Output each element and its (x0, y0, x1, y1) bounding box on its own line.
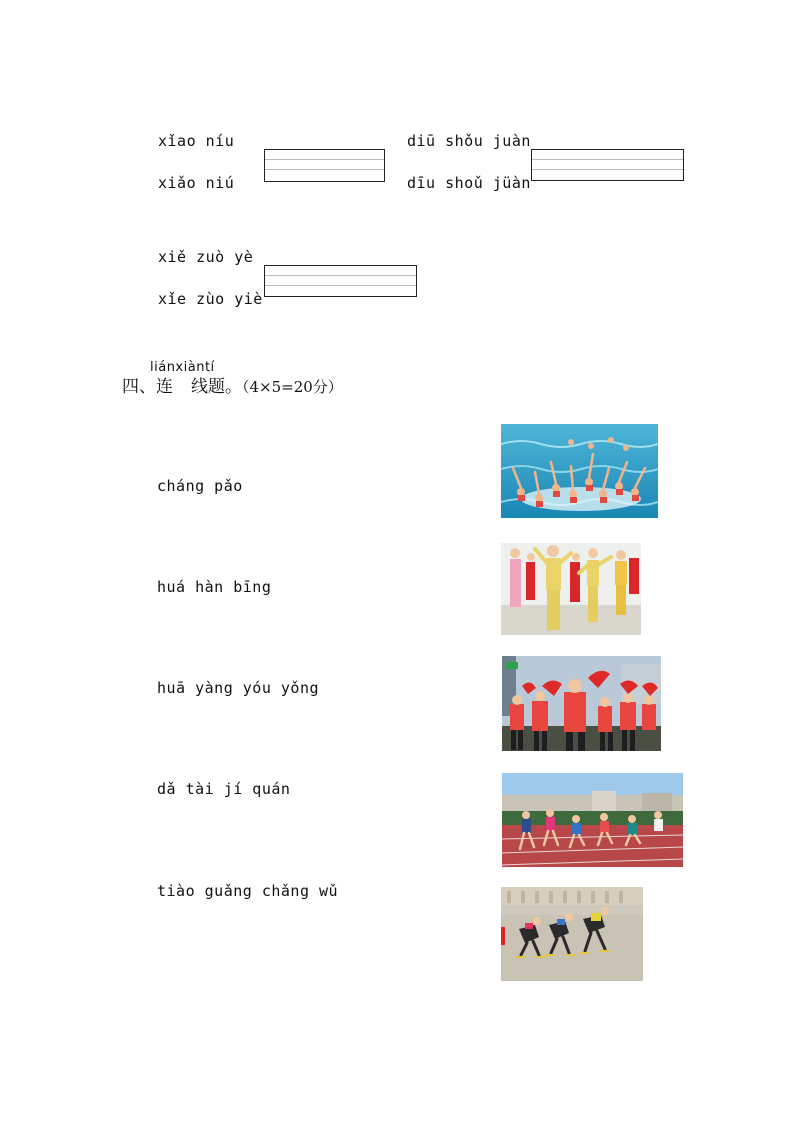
pinyin-option: xiǎo niú (158, 174, 235, 192)
pinyin-option: dīu shoǔ jüàn (407, 174, 531, 192)
square-dance-photo[interactable] (502, 656, 661, 751)
heading-char: 线 (191, 377, 208, 397)
answer-box[interactable] (531, 149, 684, 181)
synchronized-swimming-photo[interactable] (501, 424, 658, 518)
running-track-photo[interactable] (502, 773, 683, 867)
pinyin-option: xǐe zùo yiè (158, 290, 263, 308)
pinyin-option: xǐao níu (158, 132, 235, 150)
heading-char: 题。 (208, 377, 242, 397)
heading-score: （4×5=20分） (242, 378, 343, 396)
tai-chi-photo[interactable] (501, 543, 641, 635)
match-item[interactable]: cháng pǎo (157, 477, 243, 495)
match-item[interactable]: huá hàn bīng (157, 578, 272, 596)
answer-box[interactable] (264, 265, 417, 297)
heading-number: 四、 (122, 377, 156, 397)
section-heading (122, 360, 343, 397)
inline-skating-photo[interactable] (501, 887, 643, 981)
answer-box[interactable] (264, 149, 385, 182)
heading-pinyin: liánxiàntí (150, 360, 215, 375)
match-item[interactable]: dǎ tài jí quán (157, 780, 291, 798)
heading-char: 连 (156, 377, 173, 397)
pinyin-option: diū shǒu juàn (407, 132, 531, 150)
match-item[interactable]: huā yàng yóu yǒng (157, 679, 320, 697)
match-item[interactable]: tiào guǎng chǎng wǔ (157, 882, 339, 900)
pinyin-option: xiě zuò yè (158, 248, 254, 266)
